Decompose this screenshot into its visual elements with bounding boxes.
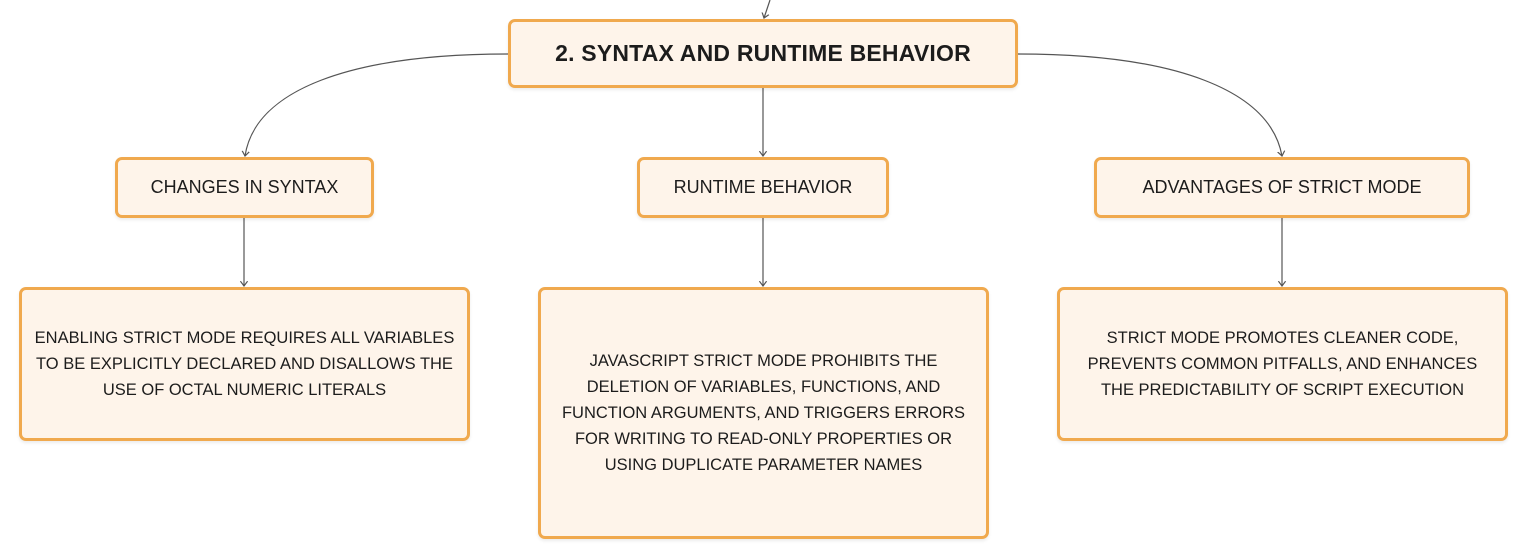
topic-node-runtime-behavior[interactable] xyxy=(637,157,889,218)
detail-node-advantages[interactable] xyxy=(1057,287,1508,441)
connector-root-to-changes-in-syntax xyxy=(245,54,508,156)
connector-parent-to-root xyxy=(764,0,770,18)
root-node-label: 2. SYNTAX AND RUNTIME BEHAVIOR xyxy=(555,40,971,66)
topic-label: CHANGES IN SYNTAX xyxy=(150,177,339,197)
connector-root-to-advantages xyxy=(1018,54,1282,156)
detail-text: JAVASCRIPT STRICT MODE PROHIBITS THE DELETION OF VARIABLES, FUNCTIONS, AND FUNCTION ARGUMENTS, AND TRIGGERS ERRORS FOR WRITING TO READ-ONLY PROPERTIES OR USING DUPLICATE PARAMETER NAMES xyxy=(561,352,966,474)
detail-node-runtime[interactable] xyxy=(538,287,989,539)
root-node[interactable] xyxy=(508,19,1018,88)
detail-text: STRICT MODE PROMOTES CLEANER CODE, PREVENTS COMMON PITFALLS, AND ENHANCES THE PREDICTABILITY OF SCRIPT EXECUTION xyxy=(1087,329,1478,399)
topic-label: ADVANTAGES OF STRICT MODE xyxy=(1142,177,1422,197)
detail-node-syntax[interactable] xyxy=(19,287,470,441)
detail-text: ENABLING STRICT MODE REQUIRES ALL VARIABLES TO BE EXPLICITLY DECLARED AND DISALLOWS THE USE OF OCTAL NUMERIC LITERALS xyxy=(34,329,455,399)
topic-node-advantages-of-strict-mode[interactable] xyxy=(1094,157,1470,218)
topic-node-changes-in-syntax[interactable] xyxy=(115,157,374,218)
topic-label: RUNTIME BEHAVIOR xyxy=(673,177,853,197)
